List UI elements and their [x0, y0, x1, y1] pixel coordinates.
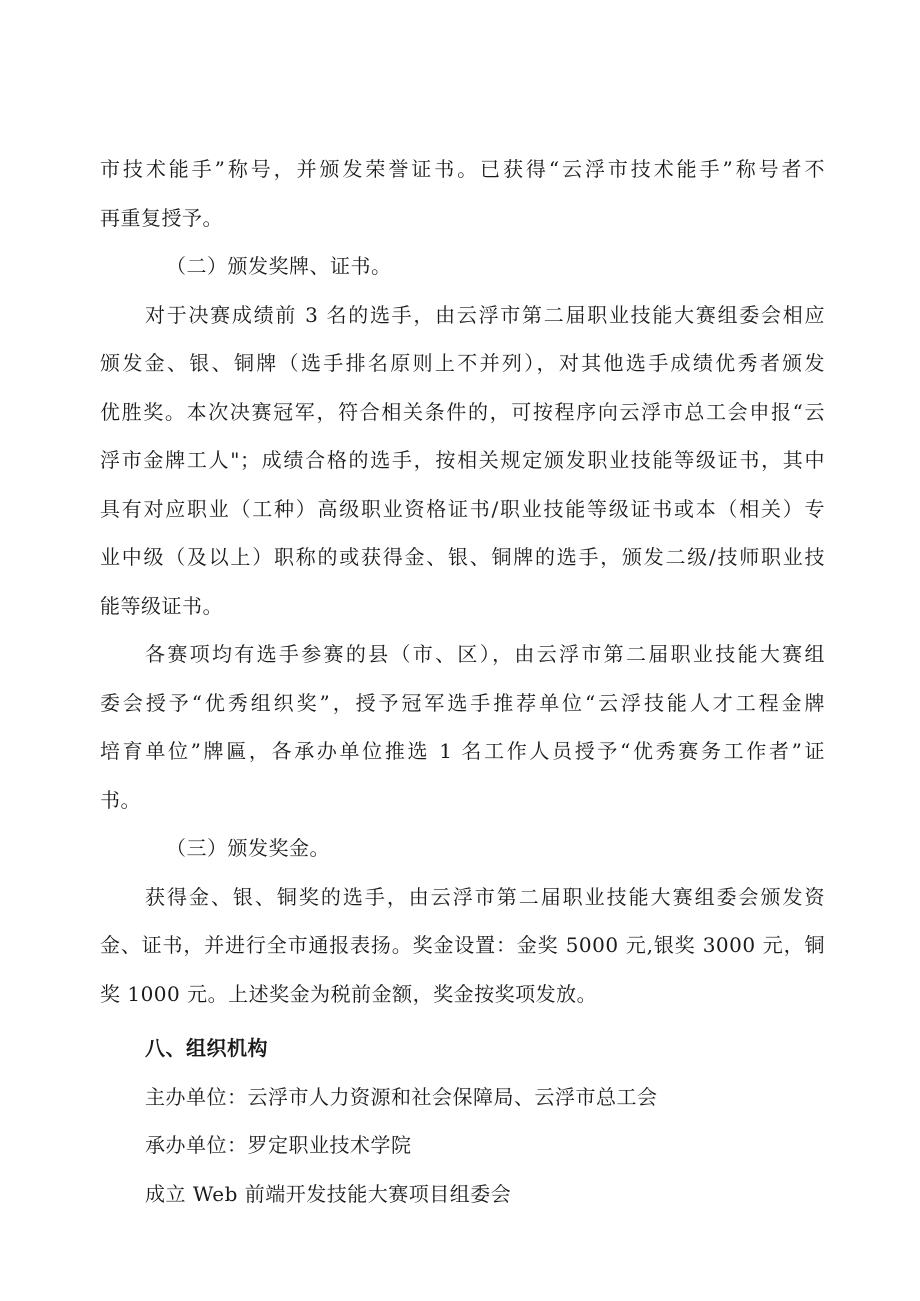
paragraph-line: 承办单位：罗定职业技术学院 [145, 1133, 412, 1157]
paragraph-line: 委会授予“优秀组织奖”，授予冠军选手推荐单位“云浮技能人才工程金牌 [100, 690, 825, 715]
paragraph-line: 颁发金、银、铜牌（选手排名原则上不并列），对其他选手成绩优秀者颁发 [100, 351, 825, 375]
paragraph-line: 优胜奖。本次决赛冠军，符合相关条件的，可按程序向云浮市总工会申报“云 [100, 399, 825, 424]
paragraph-line: 再重复授予。 [100, 205, 223, 230]
paragraph-line: 业中级（及以上）职称的或获得金、银、铜牌的选手，颁发二级/技师职业技 [100, 545, 825, 569]
paragraph-line: 能等级证书。 [100, 593, 223, 618]
paragraph-line: 奖 1000 元。上述奖金为税前金额，奖金按奖项发放。 [100, 981, 598, 1006]
paragraph-line: 主办单位：云浮市人力资源和社会保障局、云浮市总工会 [145, 1084, 658, 1109]
paragraph-line: 对于决赛成绩前 3 名的选手，由云浮市第二届职业技能大赛组委会相应 [145, 302, 825, 327]
paragraph-line: 培育单位”牌匾，各承办单位推选 1 名工作人员授予“优秀赛务工作者”证 [100, 739, 825, 763]
paragraph-line: 浮市金牌工人"；成绩合格的选手，按相关规定颁发职业技能等级证书，其中 [100, 448, 825, 472]
paragraph-line: 成立 Web 前端开发技能大赛项目组委会 [145, 1181, 512, 1206]
paragraph-line: 各赛项均有选手参赛的县（市、区），由云浮市第二届职业技能大赛组 [145, 642, 825, 666]
paragraph-line: 书。 [100, 787, 141, 812]
document-page [100, 145, 825, 1218]
paragraph-line: 具有对应职业（工种）高级职业资格证书/职业技能等级证书或本（相关）专 [100, 496, 825, 521]
section-heading: 八、组织机构 [145, 1036, 268, 1060]
subsection-heading: （三）颁发奖金。 [166, 836, 330, 860]
paragraph-line: 市技术能手”称号，并颁发荣誉证书。已获得“云浮市技术能手”称号者不 [100, 157, 825, 181]
paragraph-line: 金、证书，并进行全市通报表扬。奖金设置：金奖 5000 元,银奖 3000 元，铜 [100, 933, 825, 957]
subsection-heading: （二）颁发奖牌、证书。 [166, 254, 392, 278]
paragraph-line: 获得金、银、铜奖的选手，由云浮市第二届职业技能大赛组委会颁发资 [145, 884, 825, 909]
